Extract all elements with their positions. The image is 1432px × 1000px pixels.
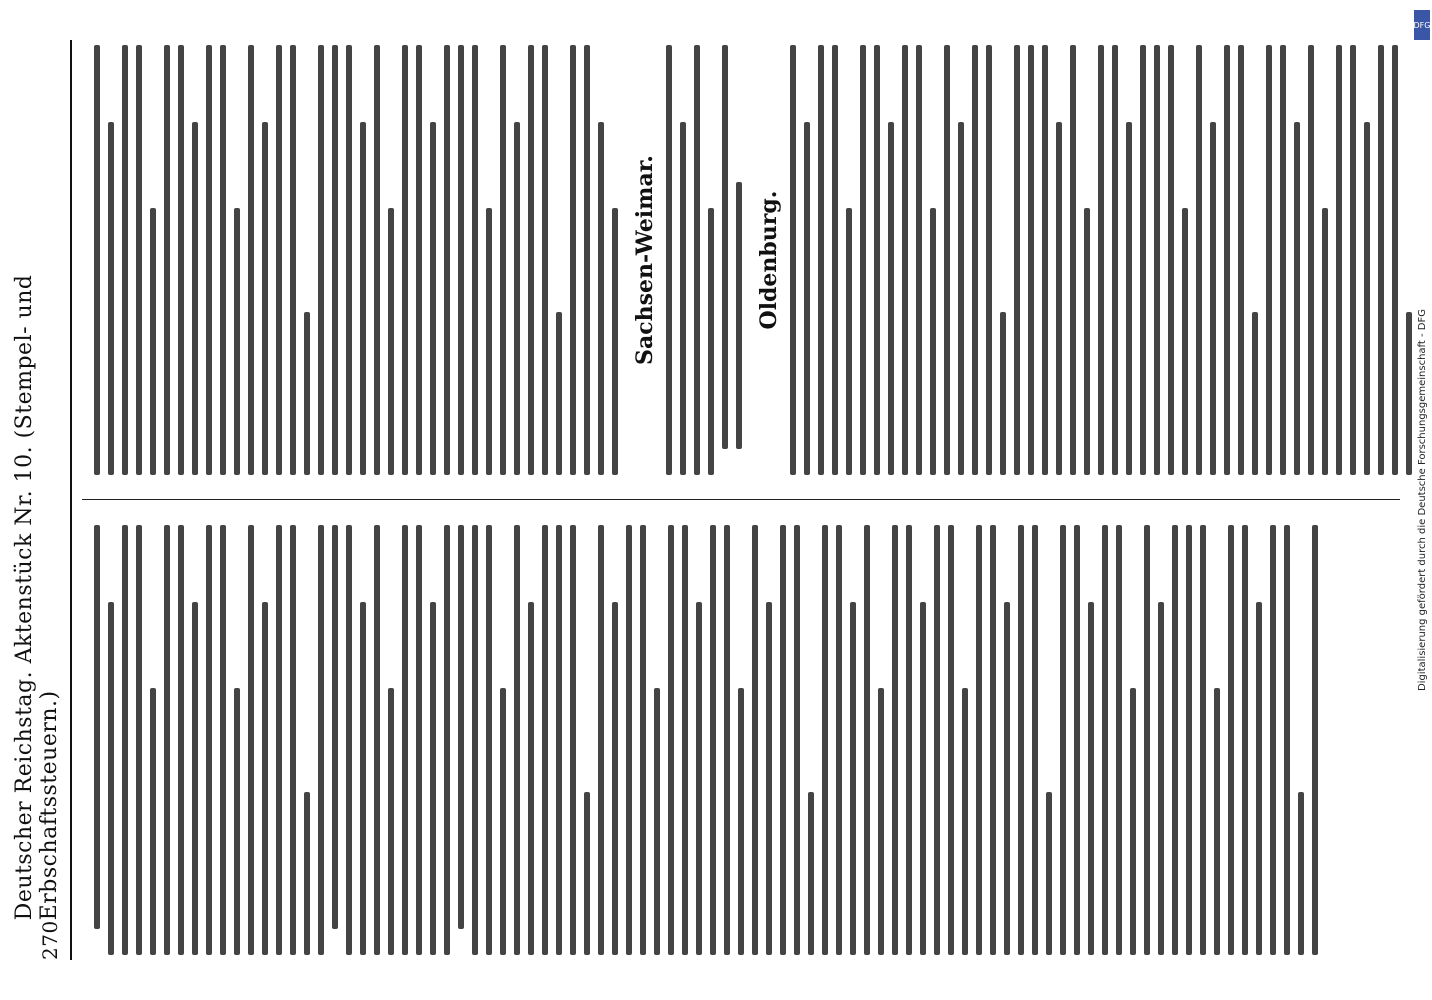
side-credit bbox=[1412, 10, 1432, 990]
page-title: Deutscher Reichstag. Aktenstück Nr. 10. (Stempel- und Erbschaftssteuern.) bbox=[12, 274, 62, 921]
left-column bbox=[86, 525, 1404, 955]
section-heading-oldenburg: Oldenburg. bbox=[756, 190, 782, 330]
side-credit-text: Digitalisierung gefördert durch die Deutsche Forschungsgemeinschaft - DFG bbox=[1416, 308, 1428, 691]
page-header bbox=[12, 40, 62, 960]
header-rule bbox=[70, 40, 72, 960]
section-heading-sachsen-weimar: Sachsen-Weimar. bbox=[632, 155, 658, 365]
dfg-logo: DFG bbox=[1414, 10, 1430, 40]
page-number: 270 bbox=[38, 920, 62, 960]
column-separator bbox=[82, 499, 1400, 500]
right-column bbox=[86, 45, 1404, 475]
